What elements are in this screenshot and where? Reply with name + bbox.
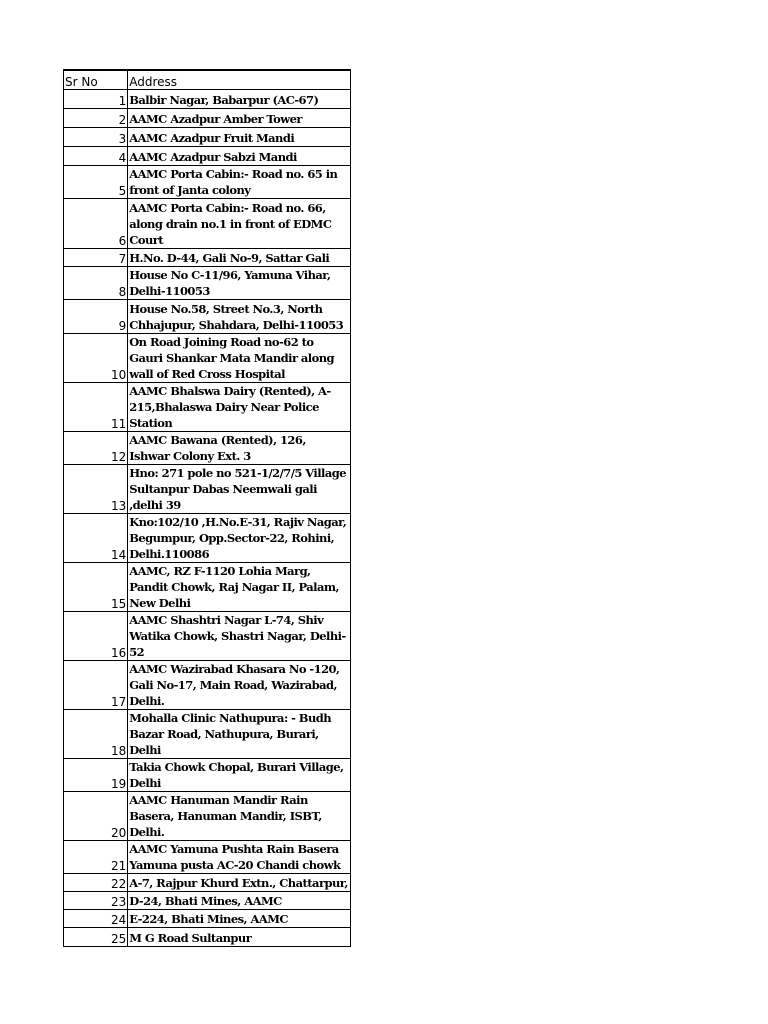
table-row [64,661,351,710]
sr-no-cell[interactable]: 17 [64,661,128,710]
sr-no-cell[interactable]: 25 [64,928,128,947]
sr-no-cell[interactable]: 8 [64,267,128,300]
sr-no-cell[interactable]: 9 [64,300,128,334]
address-cell[interactable]: D-24, Bhati Mines, AAMC [128,892,351,910]
table-row [64,928,351,947]
table-row [64,465,351,514]
address-table [63,69,351,947]
address-cell[interactable]: AAMC Bawana (Rented), 126, Ishwar Colony Ext. 3 [128,432,351,465]
address-cell[interactable]: Hno: 271 pole no 521-1/2/7/5 Village Sultanpur Dabas Neemwali gali ,delhi 39 [128,465,351,514]
address-cell[interactable]: Mohalla Clinic Nathupura: - Budh Bazar Road, Nathupura, Burari, Delhi [128,710,351,759]
table-row [64,841,351,874]
address-cell[interactable]: E-224, Bhati Mines, AAMC [128,910,351,928]
sr-no-cell[interactable]: 18 [64,710,128,759]
address-cell[interactable]: Takia Chowk Chopal, Burari Village, Delhi [128,759,351,792]
address-cell[interactable]: AAMC Porta Cabin:- Road no. 65 in front of Janta colony [128,166,351,199]
address-cell[interactable]: A-7, Rajpur Khurd Extn., Chattarpur, [128,874,351,892]
table-row [64,199,351,249]
table-row [64,147,351,166]
table-row [64,563,351,612]
sr-no-cell[interactable]: 19 [64,759,128,792]
address-cell[interactable]: House No C-11/96, Yamuna Vihar, Delhi-110053 [128,267,351,300]
sr-no-cell[interactable]: 15 [64,563,128,612]
table-row [64,910,351,928]
address-cell[interactable]: M G Road Sultanpur [128,928,351,947]
address-cell[interactable]: AAMC, RZ F-1120 Lohia Marg, Pandit Chowk, Raj Nagar II, Palam, New Delhi [128,563,351,612]
sr-no-cell[interactable]: 13 [64,465,128,514]
address-cell[interactable]: Balbir Nagar, Babarpur (AC-67) [128,90,351,109]
address-cell[interactable]: AAMC Yamuna Pushta Rain Basera Yamuna pusta AC-20 Chandi chowk [128,841,351,874]
table-row [64,759,351,792]
address-cell[interactable]: AAMC Azadpur Fruit Mandi [128,128,351,147]
sr-no-cell[interactable]: 20 [64,792,128,841]
sr-no-cell[interactable]: 6 [64,199,128,249]
table-row [64,792,351,841]
table-row [64,166,351,199]
sr-no-cell[interactable]: 4 [64,147,128,166]
sr-no-cell[interactable]: 1 [64,90,128,109]
address-cell[interactable]: AAMC Wazirabad Khasara No -120, Gali No-17, Main Road, Wazirabad, Delhi. [128,661,351,710]
table-header-row [64,70,351,90]
table-row [64,267,351,300]
address-cell[interactable]: House No.58, Street No.3, North Chhajupur, Shahdara, Delhi-110053 [128,300,351,334]
sr-no-cell[interactable]: 16 [64,612,128,661]
sr-no-cell[interactable]: 22 [64,874,128,892]
table-row [64,892,351,910]
table-row [64,249,351,267]
table-row [64,109,351,128]
address-cell[interactable]: AAMC Hanuman Mandir Rain Basera, Hanuman Mandir, ISBT, Delhi. [128,792,351,841]
sr-no-cell[interactable]: 7 [64,249,128,267]
address-cell[interactable]: On Road Joining Road no-62 to Gauri Shankar Mata Mandir along wall of Red Cross Hospital [128,334,351,383]
address-cell[interactable]: H.No. D-44, Gali No-9, Sattar Gali [128,249,351,267]
table-row [64,514,351,563]
sr-no-cell[interactable]: 11 [64,383,128,432]
table-row [64,432,351,465]
table-row [64,90,351,109]
sr-no-cell[interactable]: 10 [64,334,128,383]
table-row [64,128,351,147]
sr-no-cell[interactable]: 12 [64,432,128,465]
header-address[interactable]: Address [128,70,351,90]
table-row [64,383,351,432]
sr-no-cell[interactable]: 21 [64,841,128,874]
address-cell[interactable]: AAMC Azadpur Sabzi Mandi [128,147,351,166]
sr-no-cell[interactable]: 5 [64,166,128,199]
table-row [64,334,351,383]
table-row [64,874,351,892]
address-cell[interactable]: AAMC Azadpur Amber Tower [128,109,351,128]
table-row [64,612,351,661]
sr-no-cell[interactable]: 23 [64,892,128,910]
table-row [64,710,351,759]
header-sr-no[interactable]: Sr No [64,70,128,90]
address-cell[interactable]: Kno:102/10 ,H.No.E-31, Rajiv Nagar, Begumpur, Opp.Sector-22, Rohini, Delhi.110086 [128,514,351,563]
address-cell[interactable]: AAMC Porta Cabin:- Road no. 66, along drain no.1 in front of EDMC Court [128,199,351,249]
sr-no-cell[interactable]: 24 [64,910,128,928]
address-cell[interactable]: AAMC Bhalswa Dairy (Rented), A-215,Bhalaswa Dairy Near Police Station [128,383,351,432]
sr-no-cell[interactable]: 14 [64,514,128,563]
table-row [64,300,351,334]
address-cell[interactable]: AAMC Shashtri Nagar L-74, Shiv Watika Chowk, Shastri Nagar, Delhi-52 [128,612,351,661]
sr-no-cell[interactable]: 2 [64,109,128,128]
sr-no-cell[interactable]: 3 [64,128,128,147]
